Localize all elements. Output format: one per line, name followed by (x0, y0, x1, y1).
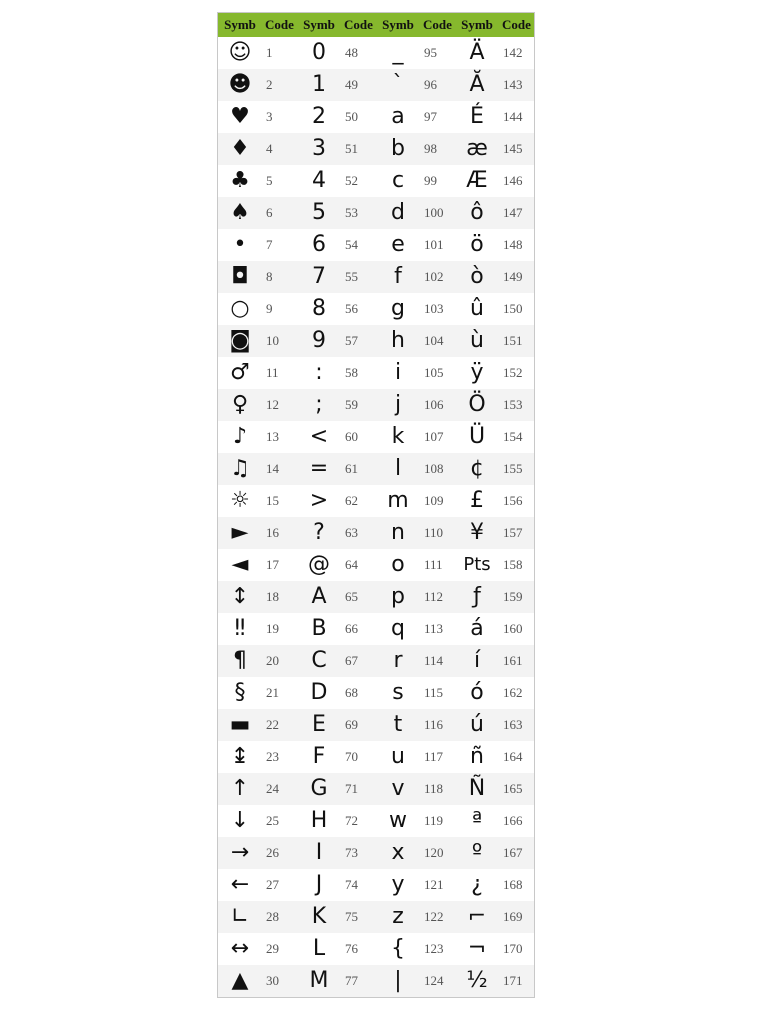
code-cell: 123 (424, 941, 444, 956)
code-cell: 65 (341, 581, 376, 613)
code-cell: 119 (424, 813, 444, 828)
code-cell: 29 (266, 941, 279, 956)
code-cell: 69 (341, 709, 376, 741)
header-symb-2: Symb (297, 13, 341, 37)
symbol-cell: § (234, 680, 246, 705)
code-cell: 15 (266, 493, 279, 508)
code-cell: 28 (262, 901, 297, 933)
symbol-cell: 7 (297, 261, 341, 293)
table-row (218, 517, 534, 549)
code-cell: 103 (424, 301, 444, 316)
code-cell: 102 (420, 261, 455, 293)
symbol-cell: ù (455, 325, 499, 357)
code-cell: 10 (262, 325, 297, 357)
symbol-cell: ñ (470, 744, 484, 769)
symbol-cell: ª (471, 808, 483, 833)
symbol-cell: ○ (230, 296, 250, 321)
code-cell: 162 (503, 685, 523, 700)
symbol-cell: ↕ (218, 581, 262, 613)
code-cell: 23 (266, 749, 279, 764)
symbol-cell: 8 (312, 296, 326, 321)
header-code-4: Code (499, 13, 534, 37)
table-row (218, 613, 534, 645)
code-cell: 30 (262, 965, 297, 997)
symbol-cell: x (376, 837, 420, 869)
code-cell: 68 (345, 685, 358, 700)
table-row (218, 389, 534, 421)
code-cell: 161 (499, 645, 534, 677)
symbol-cell: E (297, 709, 341, 741)
code-cell: 66 (345, 621, 358, 636)
symbol-cell: B (311, 616, 327, 641)
code-cell: 104 (420, 325, 455, 357)
symbol-cell: ☻ (218, 69, 262, 101)
code-cell: 70 (345, 749, 358, 764)
table-row (218, 197, 534, 229)
symbol-cell: 2 (312, 104, 326, 129)
symbol-cell: e (391, 232, 405, 257)
code-cell: 98 (420, 133, 455, 165)
code-cell: 54 (345, 237, 358, 252)
code-cell: 60 (345, 429, 358, 444)
code-cell: 50 (345, 109, 358, 124)
code-cell: 157 (499, 517, 534, 549)
symbol-cell: ♪ (232, 424, 248, 449)
symbol-cell: ú (455, 709, 499, 741)
code-cell: 99 (424, 173, 437, 188)
code-cell: 170 (503, 941, 523, 956)
symbol-cell: ∟ (218, 901, 262, 933)
symbol-cell: ¢ (455, 453, 499, 485)
symbol-cell: H (310, 808, 328, 833)
table-row (218, 485, 534, 517)
code-cell: 164 (503, 749, 523, 764)
symbol-cell: ↑ (218, 773, 262, 805)
code-cell: 100 (420, 197, 455, 229)
code-cell: 24 (262, 773, 297, 805)
table-row (218, 549, 534, 581)
code-cell: 120 (420, 837, 455, 869)
symbol-cell: C (297, 645, 341, 677)
symbol-cell: ó (470, 680, 484, 705)
code-cell: 115 (424, 685, 444, 700)
code-cell: 59 (341, 389, 376, 421)
table-row (218, 965, 534, 997)
symbol-cell: c (391, 168, 405, 193)
code-cell: 166 (503, 813, 523, 828)
code-cell: 25 (266, 813, 279, 828)
code-cell: 124 (420, 965, 455, 997)
code-cell: 12 (262, 389, 297, 421)
symbol-cell: I (297, 837, 341, 869)
code-cell: 145 (499, 133, 534, 165)
table-row (218, 261, 534, 293)
symbol-cell: { (391, 936, 405, 961)
symbol-cell: ‼ (234, 616, 246, 641)
code-cell: 144 (503, 109, 523, 124)
code-cell: 74 (345, 877, 358, 892)
symbol-cell: ¶ (218, 645, 262, 677)
code-cell: 95 (424, 45, 437, 60)
symbol-cell: £ (470, 488, 484, 513)
symbol-cell: É (470, 104, 484, 129)
table-row (218, 421, 534, 453)
symbol-cell: 1 (297, 69, 341, 101)
symbol-cell: a (391, 104, 405, 129)
symbol-cell: n (376, 517, 420, 549)
symbol-cell: ½ (455, 965, 499, 997)
code-cell: 165 (499, 773, 534, 805)
symbol-cell: æ (455, 133, 499, 165)
symbol-cell: d (376, 197, 420, 229)
code-cell: 67 (341, 645, 376, 677)
symbol-cell: ◄ (231, 552, 249, 577)
code-cell: 58 (345, 365, 358, 380)
symbol-cell: ? (297, 517, 341, 549)
symbol-cell: L (312, 936, 326, 961)
header-code-2: Code (341, 13, 376, 37)
code-cell: 62 (345, 493, 358, 508)
symbol-cell: w (389, 808, 407, 833)
symbol-cell: 9 (297, 325, 341, 357)
table-row (218, 837, 534, 869)
code-cell: 109 (424, 493, 444, 508)
code-cell: 108 (420, 453, 455, 485)
symbol-cell: í (455, 645, 499, 677)
header-symb-1: Symb (218, 13, 262, 37)
symbol-cell: M (297, 965, 341, 997)
symbol-cell: b (376, 133, 420, 165)
symbol-cell: _ (392, 40, 404, 65)
code-cell: 56 (345, 301, 358, 316)
code-cell: 8 (262, 261, 297, 293)
symbol-cell: ▬ (218, 709, 262, 741)
code-cell: 6 (262, 197, 297, 229)
code-cell: 160 (503, 621, 523, 636)
symbol-cell: s (392, 680, 404, 705)
symbol-cell: Ü (468, 424, 486, 449)
code-cell: 75 (341, 901, 376, 933)
symbol-cell: ♂ (230, 360, 250, 385)
header-code-3: Code (420, 13, 455, 37)
symbol-cell: ← (230, 872, 250, 897)
table-row (218, 133, 534, 165)
header-symb-3: Symb (376, 13, 420, 37)
symbol-cell: ¿ (471, 872, 483, 897)
symbol-cell: û (470, 296, 484, 321)
code-cell: 4 (262, 133, 297, 165)
code-cell: 150 (503, 301, 523, 316)
symbol-cell: ↔ (230, 936, 250, 961)
symbol-cell: Pts (463, 554, 491, 575)
table-row (218, 677, 534, 709)
code-cell: 49 (341, 69, 376, 101)
symbol-cell: h (376, 325, 420, 357)
code-cell: 111 (424, 557, 443, 572)
symbol-cell: j (376, 389, 420, 421)
code-cell: 63 (341, 517, 376, 549)
symbol-cell: K (297, 901, 341, 933)
symbol-cell: Ö (455, 389, 499, 421)
table-row (218, 357, 534, 389)
symbol-cell: ☼ (230, 488, 250, 513)
code-cell: 13 (266, 429, 279, 444)
symbol-cell: ♥ (230, 104, 250, 129)
symbol-cell: → (218, 837, 262, 869)
code-cell: 149 (499, 261, 534, 293)
code-cell: 163 (499, 709, 534, 741)
code-cell: 73 (341, 837, 376, 869)
symbol-code-table (218, 13, 534, 997)
table-row (218, 645, 534, 677)
symbol-cell: 3 (297, 133, 341, 165)
code-cell: 72 (345, 813, 358, 828)
code-cell: 118 (420, 773, 455, 805)
symbol-cell: i (394, 360, 402, 385)
symbol-cell: ` (376, 69, 420, 101)
table-row (218, 69, 534, 101)
code-cell: 22 (262, 709, 297, 741)
symbol-cell: ö (470, 232, 484, 257)
symbol-cell: u (391, 744, 405, 769)
table-row (218, 805, 534, 837)
code-cell: 21 (266, 685, 279, 700)
symbol-cell: ☺ (228, 40, 252, 65)
code-cell: 48 (345, 45, 358, 60)
code-cell: 7 (266, 237, 273, 252)
code-cell: 147 (499, 197, 534, 229)
symbol-cell: | (376, 965, 420, 997)
symbol-cell: Ä (469, 40, 485, 65)
table-row (218, 229, 534, 261)
code-cell: 19 (266, 621, 279, 636)
code-cell: 26 (262, 837, 297, 869)
code-cell: 3 (266, 109, 273, 124)
code-cell: 101 (424, 237, 444, 252)
symbol-cell: ♠ (218, 197, 262, 229)
symbol-cell: ò (455, 261, 499, 293)
code-cell: 142 (503, 45, 523, 60)
symbol-cell: ¥ (455, 517, 499, 549)
symbol-cell: 6 (312, 232, 326, 257)
symbol-cell: t (376, 709, 420, 741)
table-row (218, 869, 534, 901)
code-cell: 148 (503, 237, 523, 252)
table-row (218, 741, 534, 773)
symbol-cell: ► (218, 517, 262, 549)
header-code-1: Code (262, 13, 297, 37)
code-cell: 51 (341, 133, 376, 165)
symbol-code-table-sheet (217, 12, 535, 998)
symbol-cell: v (376, 773, 420, 805)
symbol-cell: á (470, 616, 484, 641)
symbol-cell: m (387, 488, 409, 513)
code-cell: 55 (341, 261, 376, 293)
code-cell: 117 (424, 749, 444, 764)
symbol-cell: p (376, 581, 420, 613)
code-cell: 113 (424, 621, 444, 636)
symbol-cell: ÿ (470, 360, 484, 385)
code-cell: 159 (499, 581, 534, 613)
code-cell: 71 (341, 773, 376, 805)
table-header (218, 13, 534, 37)
code-cell: 53 (341, 197, 376, 229)
symbol-cell: Ñ (455, 773, 499, 805)
symbol-cell: k (391, 424, 405, 449)
code-cell: 107 (424, 429, 444, 444)
symbol-cell: ô (455, 197, 499, 229)
symbol-cell: f (376, 261, 420, 293)
symbol-cell: l (376, 453, 420, 485)
symbol-cell: G (297, 773, 341, 805)
symbol-cell: 5 (297, 197, 341, 229)
code-cell: 16 (262, 517, 297, 549)
symbol-cell: ♣ (230, 168, 250, 193)
symbol-cell: ƒ (455, 581, 499, 613)
code-cell: 121 (424, 877, 444, 892)
code-cell: 154 (503, 429, 523, 444)
code-cell: 96 (420, 69, 455, 101)
code-cell: 116 (420, 709, 455, 741)
table-body (218, 37, 534, 997)
code-cell: 155 (499, 453, 534, 485)
code-cell: 169 (499, 901, 534, 933)
code-cell: 105 (424, 365, 444, 380)
header-row (218, 13, 534, 37)
symbol-cell: Ă (455, 69, 499, 101)
table-row (218, 293, 534, 325)
symbol-cell: q (391, 616, 405, 641)
code-cell: 20 (262, 645, 297, 677)
header-symb-4: Symb (455, 13, 499, 37)
symbol-cell: 0 (312, 40, 326, 65)
symbol-cell: @ (308, 552, 330, 577)
code-cell: 77 (341, 965, 376, 997)
code-cell: 1 (266, 45, 273, 60)
symbol-cell: y (391, 872, 405, 897)
table-row (218, 581, 534, 613)
code-cell: 52 (345, 173, 358, 188)
table-row (218, 165, 534, 197)
symbol-cell: Æ (466, 168, 488, 193)
symbol-cell: ▲ (218, 965, 262, 997)
code-cell: 2 (262, 69, 297, 101)
symbol-cell: > (309, 488, 329, 513)
code-cell: 112 (420, 581, 455, 613)
symbol-cell: F (312, 744, 326, 769)
code-cell: 153 (499, 389, 534, 421)
symbol-cell: g (391, 296, 405, 321)
symbol-cell: ↓ (230, 808, 250, 833)
code-cell: 76 (345, 941, 358, 956)
code-cell: 122 (420, 901, 455, 933)
symbol-cell: z (376, 901, 420, 933)
code-cell: 151 (499, 325, 534, 357)
symbol-cell: A (297, 581, 341, 613)
code-cell: 57 (341, 325, 376, 357)
symbol-cell: J (315, 872, 323, 897)
symbol-cell: o (391, 552, 405, 577)
code-cell: 5 (266, 173, 273, 188)
code-cell: 156 (503, 493, 523, 508)
code-cell: 27 (266, 877, 279, 892)
code-cell: 168 (503, 877, 523, 892)
symbol-cell: ↨ (230, 744, 250, 769)
code-cell: 14 (262, 453, 297, 485)
code-cell: 64 (345, 557, 358, 572)
symbol-cell: = (297, 453, 341, 485)
code-cell: 106 (420, 389, 455, 421)
symbol-cell: ◙ (218, 325, 262, 357)
code-cell: 97 (424, 109, 437, 124)
code-cell: 158 (503, 557, 523, 572)
table-row (218, 101, 534, 133)
symbol-cell: • (233, 232, 247, 257)
code-cell: 110 (420, 517, 455, 549)
code-cell: 61 (341, 453, 376, 485)
symbol-cell: ⌐ (455, 901, 499, 933)
symbol-cell: r (376, 645, 420, 677)
symbol-cell: ♦ (218, 133, 262, 165)
code-cell: 167 (499, 837, 534, 869)
symbol-cell: º (455, 837, 499, 869)
symbol-cell: ◘ (218, 261, 262, 293)
table-row (218, 709, 534, 741)
table-row (218, 453, 534, 485)
symbol-cell: ♫ (218, 453, 262, 485)
symbol-cell: : (315, 360, 323, 385)
code-cell: 11 (266, 365, 279, 380)
table-row (218, 901, 534, 933)
table-row (218, 325, 534, 357)
symbol-cell: ♀ (218, 389, 262, 421)
code-cell: 171 (499, 965, 534, 997)
code-cell: 9 (266, 301, 273, 316)
symbol-cell: < (309, 424, 329, 449)
code-cell: 143 (499, 69, 534, 101)
table-row (218, 773, 534, 805)
symbol-cell: ¬ (467, 936, 487, 961)
symbol-cell: ; (297, 389, 341, 421)
symbol-cell: D (310, 680, 328, 705)
code-cell: 18 (262, 581, 297, 613)
code-cell: 146 (503, 173, 523, 188)
code-cell: 152 (503, 365, 523, 380)
table-row (218, 933, 534, 965)
symbol-cell: 4 (312, 168, 326, 193)
code-cell: 114 (420, 645, 455, 677)
table-row (218, 37, 534, 69)
code-cell: 17 (266, 557, 279, 572)
